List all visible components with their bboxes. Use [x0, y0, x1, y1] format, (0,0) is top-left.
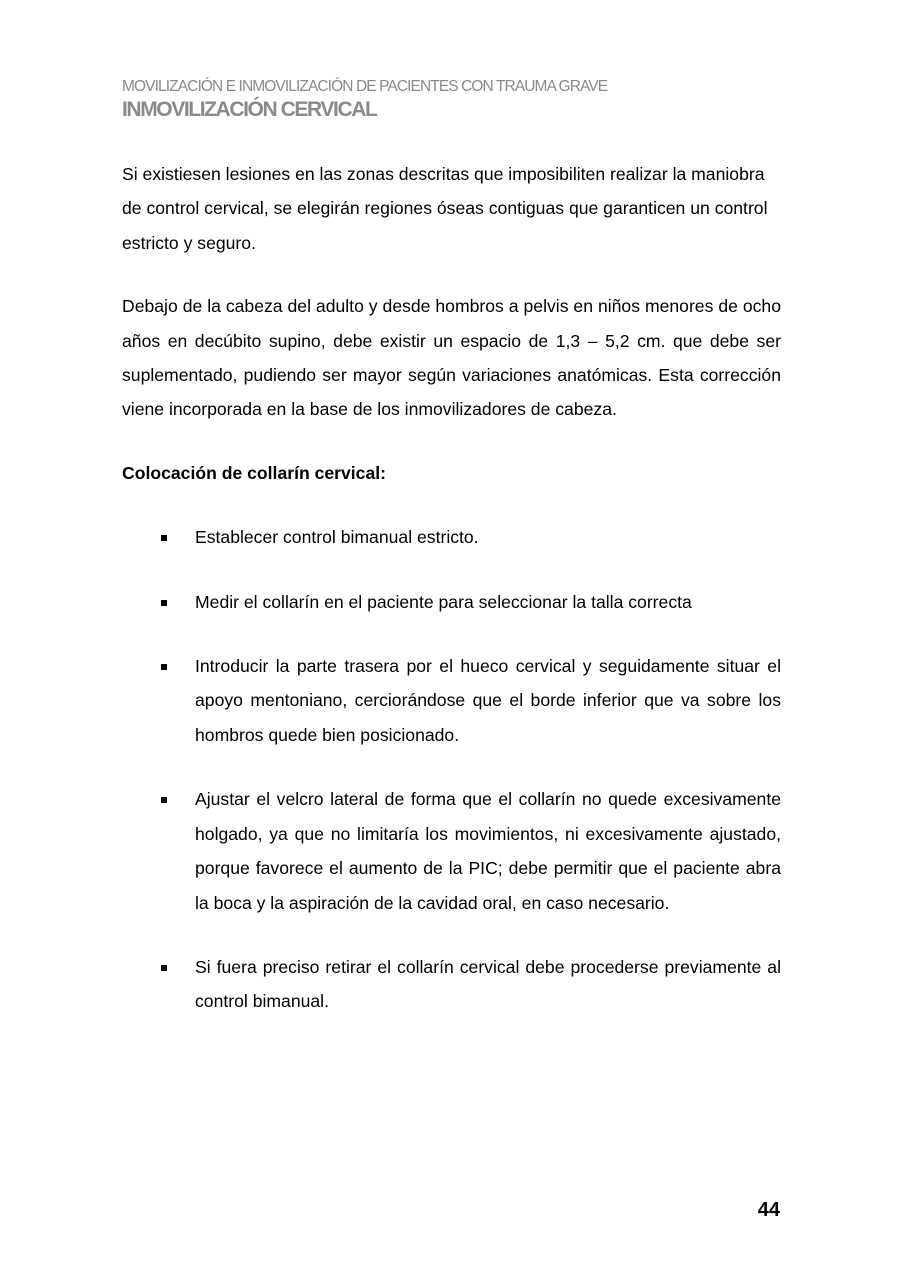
- header-kicker: MOVILIZACIÓN E INMOVILIZACIÓN DE PACIENTES CON TRAUMA GRAVE: [122, 78, 608, 95]
- page-number: 44: [757, 1199, 780, 1221]
- list-item: [122, 585, 781, 619]
- list-item-text: Ajustar el velcro lateral de forma que el collarín no quede excesivamente holgado, ya que no limitaría los movimientos, ni excesivamente ajustado, porque favorece el aumento de la PIC; debe permitir que el paciente abra la boca y la aspiración de la cavidad oral, en caso necesario.: [195, 789, 781, 913]
- square-bullet-icon: [161, 535, 167, 541]
- paragraph-spacer: [122, 260, 781, 289]
- list-item-text: Si fuera preciso retirar el collarín cervical debe procederse previamente al control bimanual.: [195, 956, 781, 1012]
- running-header: [122, 77, 782, 123]
- list-item-text: Establecer control bimanual estricto.: [195, 527, 479, 548]
- square-bullet-icon: [161, 600, 167, 606]
- section-spacer: [122, 490, 781, 520]
- square-bullet-icon: [161, 797, 167, 803]
- list-item-text: Introducir la parte trasera por el hueco cervical y seguidamente situar el apoyo mentoniano, cerciorándose que el borde inferior que va sobre los hombros quede bien posicionado.: [195, 656, 781, 745]
- list-item: [122, 950, 781, 1019]
- paragraph: Debajo de la cabeza del adulto y desde hombros a pelvis en niños menores de ocho años en decúbito supino, debe existir un espacio de 1,3 – 5,2 cm. que debe ser suplementado, pudiendo ser mayor según variaciones anatómicas. Esta corrección viene incorporada en la base de los inmovilizadores de cabeza.: [122, 296, 781, 420]
- list-item-text: Medir el collarín en el paciente para seleccionar la talla correcta: [195, 591, 692, 612]
- paragraph: Si existiesen lesiones en las zonas descritas que imposibiliten realizar la maniobra de control cervical, se elegirán regiones óseas contiguas que garanticen un control estricto y seguro.: [122, 164, 768, 253]
- list-item: [122, 782, 781, 920]
- square-bullet-icon: [161, 965, 167, 971]
- body-text: [122, 157, 781, 1019]
- header-title: INMOVILIZACIÓN CERVICAL: [122, 98, 377, 121]
- section-title: Colocación de collarín cervical:: [122, 462, 387, 483]
- list-item: [122, 649, 781, 752]
- list-item: [122, 520, 781, 554]
- square-bullet-icon: [161, 664, 167, 670]
- paragraph-spacer: [122, 427, 781, 456]
- steps-list: [122, 520, 781, 1018]
